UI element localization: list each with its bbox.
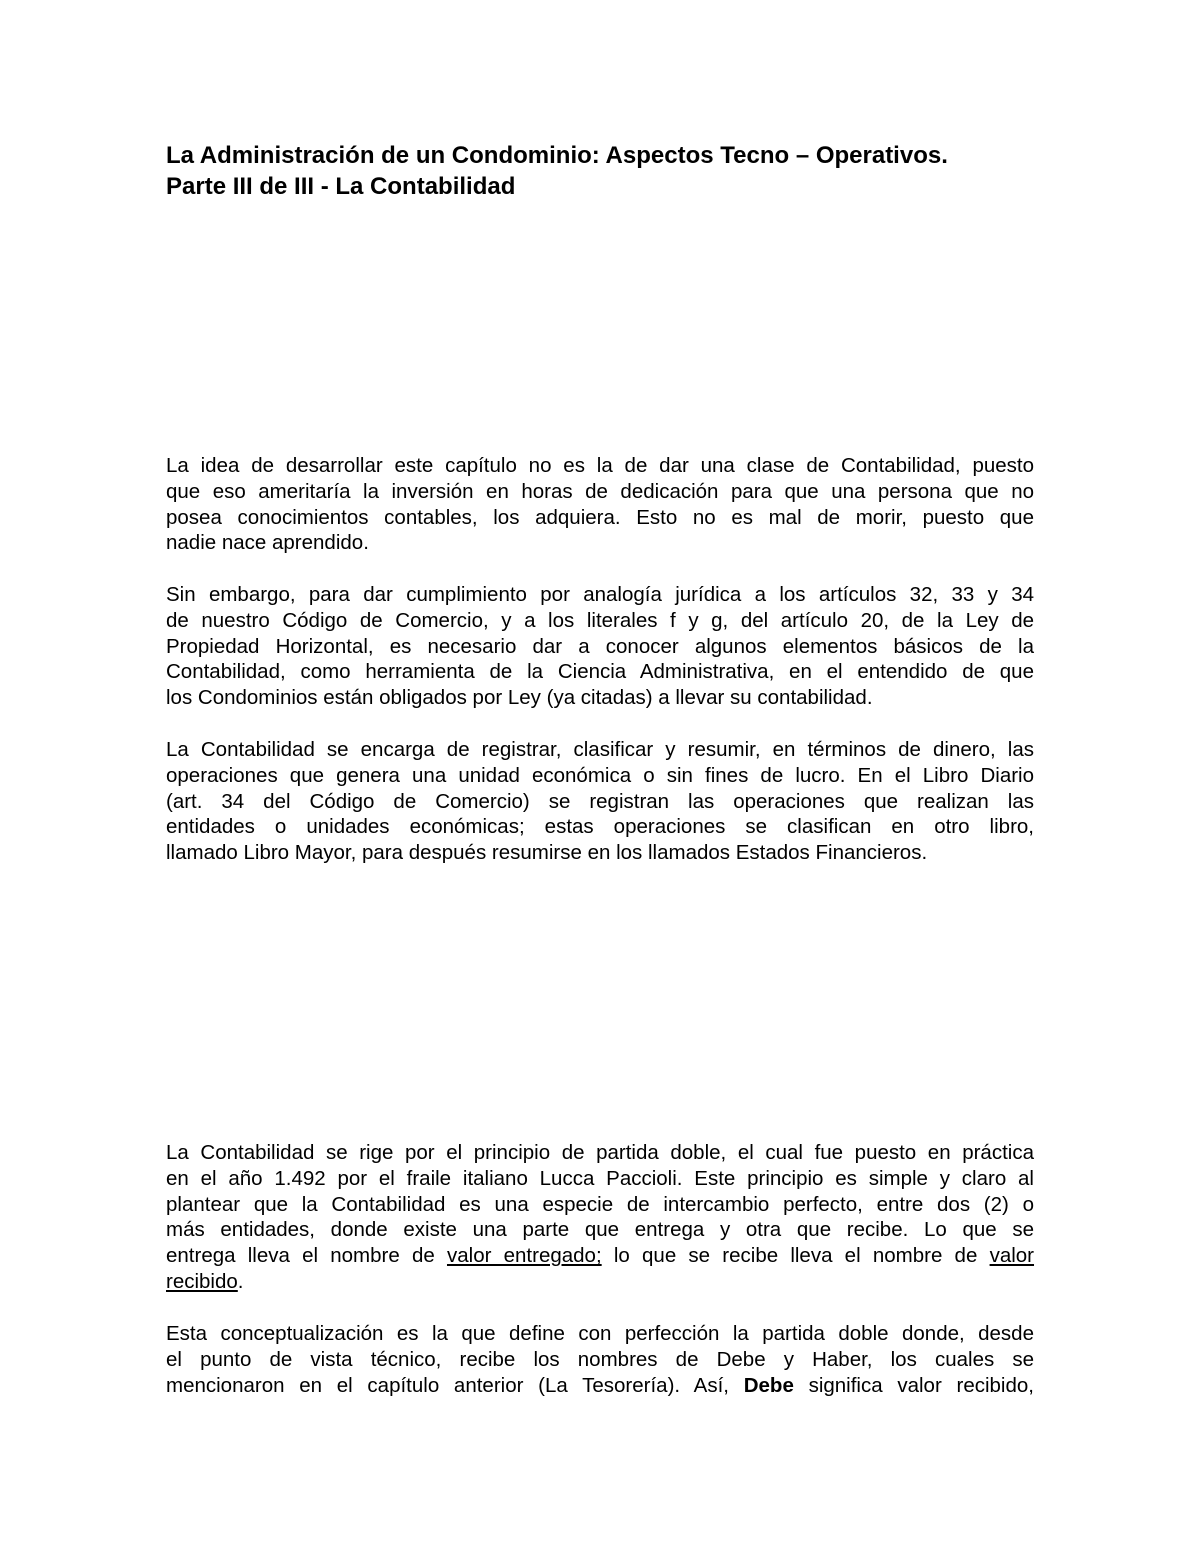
paragraph-accounting-definition: [166, 737, 1034, 866]
term-debe: Debe: [743, 1373, 794, 1397]
paragraph-line: que eso ameritaría la inversión en horas de dedicación para que una persona que no: [166, 479, 1034, 503]
paragraph-line: en el año 1.492 por el fraile italiano Lucca Paccioli. Este principio es simple y claro al: [166, 1166, 1034, 1190]
paragraph-debe-haber: [166, 1321, 1034, 1398]
title-line-1: La Administración de un Condominio: Aspectos Tecno – Operativos.: [166, 142, 948, 169]
paragraph-line: [166, 1373, 1034, 1399]
paragraph-line: Sin embargo, para dar cumplimiento por analogía jurídica a los artículos 32, 33 y 34: [166, 583, 1034, 606]
paragraph-legal-basis: [166, 582, 1034, 711]
term-valor-entregado: valor entregado;: [446, 1244, 602, 1268]
paragraph-line: los Condominios están obligados por Ley (ya citadas) a llevar su contabilidad.: [166, 686, 873, 710]
paragraph-line: entidades o unidades económicas; estas operaciones se clasifican en otro libro,: [166, 815, 1034, 839]
paragraph-line: más entidades, donde existe una parte que entrega y otra que recibe. Lo que se: [166, 1218, 1034, 1242]
paragraph-line: La idea de desarrollar este capítulo no es la de dar una clase de Contabilidad, puesto: [166, 454, 1034, 477]
paragraph-line: operaciones que genera una unidad económica o sin fines de lucro. En el Libro Diario: [166, 763, 1034, 787]
paragraph-line: Contabilidad, como herramienta de la Ciencia Administrativa, en el entendido de que: [166, 660, 1034, 684]
paragraph-line: Propiedad Horizontal, es necesario dar a conocer algunos elementos básicos de la: [166, 634, 1034, 658]
paragraph-line: La Contabilidad se encarga de registrar, clasificar y resumir, en términos de dinero, las: [166, 738, 1034, 761]
paragraph-line: posea conocimientos contables, los adquiera. Esto no es mal de morir, puesto que: [166, 505, 1034, 529]
paragraph-double-entry: [166, 1140, 1034, 1295]
title-line-2: Parte III de III - La Contabilidad: [166, 173, 516, 200]
paragraph-intro: [166, 453, 1034, 556]
paragraph-line: [166, 1243, 1034, 1269]
text-run: significa valor recibido,: [793, 1373, 1034, 1397]
text-run: .: [237, 1269, 244, 1293]
paragraph-line: (art. 34 del Código de Comercio) se registran las operaciones que realizan las: [166, 789, 1034, 813]
paragraph-line: el punto de vista técnico, recibe los nombres de Debe y Haber, los cuales se: [166, 1347, 1034, 1371]
term-recibido: recibido: [166, 1269, 238, 1293]
paragraph-line: llamado Libro Mayor, para después resumirse en los llamados Estados Financieros.: [166, 841, 928, 865]
paragraph-line: nadie nace aprendido.: [166, 531, 369, 555]
paragraph-line: [166, 1269, 1034, 1295]
paragraph-line: La Contabilidad se rige por el principio de partida doble, el cual fue puesto en práctica: [166, 1141, 1034, 1164]
term-valor: valor: [989, 1244, 1035, 1268]
paragraph-line: plantear que la Contabilidad es una especie de intercambio perfecto, entre dos (2) o: [166, 1192, 1034, 1216]
paragraph-line: Esta conceptualización es la que define con perfección la partida doble donde, desde: [166, 1322, 1034, 1345]
document-title: [166, 140, 1046, 202]
paragraph-line: de nuestro Código de Comercio, y a los literales f y g, del artículo 20, de la Ley de: [166, 608, 1034, 632]
text-run: mencionaron en el capítulo anterior (La Tesorería). Así,: [166, 1373, 744, 1397]
text-run: lo que se recibe lleva el nombre de: [601, 1244, 990, 1268]
text-run: entrega lleva el nombre de: [166, 1244, 447, 1268]
